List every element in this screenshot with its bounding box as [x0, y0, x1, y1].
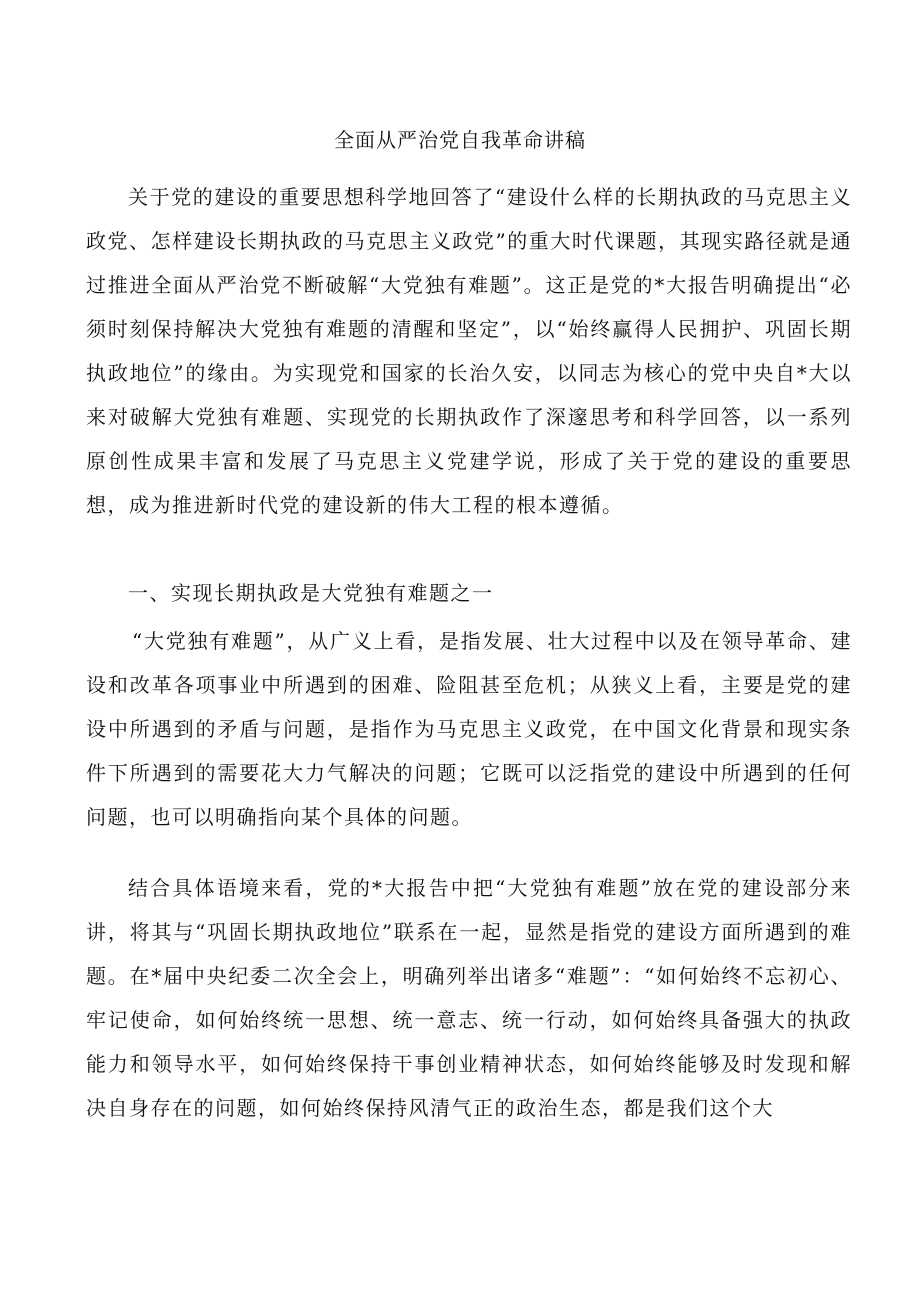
document-title: 全面从严治党自我革命讲稿 [334, 128, 586, 152]
body-paragraph-context: 结合具体语境来看，党的*大报告中把“大党独有难题”放在党的建设部分来讲，将其与“巩固长期执政地位”联系在一起，显然是指党的建设方面所遇到的难题。在*届中央纪委二次全会上，明确列举出诸多“难题”：“如何始终不忘初心、牢记使命，如何始终统一思想、统一意志、统一行动，如何始终具备强大的执政能力和领导水平，如何始终保持干事创业精神状态，如何始终能够及时发现和解决自身存在的问题，如何始终保持风清气正的政治生态，都是我们这个大 [86, 876, 852, 1120]
body-paragraph-definition: “大党独有难题”，从广义上看，是指发展、壮大过程中以及在领导革命、建设和改革各项事业中所遇到的困难、险阻甚至危机；从狭义上看，主要是党的建设中所遇到的矛盾与问题，是指作为马克思主义政党，在中国文化背景和现实条件下所遇到的需要花大力气解决的问题；它既可以泛指党的建设中所遇到的任何问题，也可以明确指向某个具体的问题。 [86, 629, 852, 829]
section-heading-1: 一、实现长期执政是大党独有难题之一 [128, 581, 494, 605]
body-paragraph-intro: 关于党的建设的重要思想科学地回答了“建设什么样的长期执政的马克思主义政党、怎样建设长期执政的马克思主义政党”的重大时代课题，其现实路径就是通过推进全面从严治党不断破解“大党独有难题”。这正是党的*大报告明确提出“必须时刻保持解决大党独有难题的清醒和坚定”，以“始终赢得人民拥护、巩固长期执政地位”的缘由。为实现党和国家的长治久安，以同志为核心的党中央自*大以来对破解大党独有难题、实现党的长期执政作了深邃思考和科学回答，以一系列原创性成果丰富和发展了马克思主义党建学说，形成了关于党的建设的重要思想，成为推进新时代党的建设新的伟大工程的根本遵循。 [86, 185, 852, 517]
